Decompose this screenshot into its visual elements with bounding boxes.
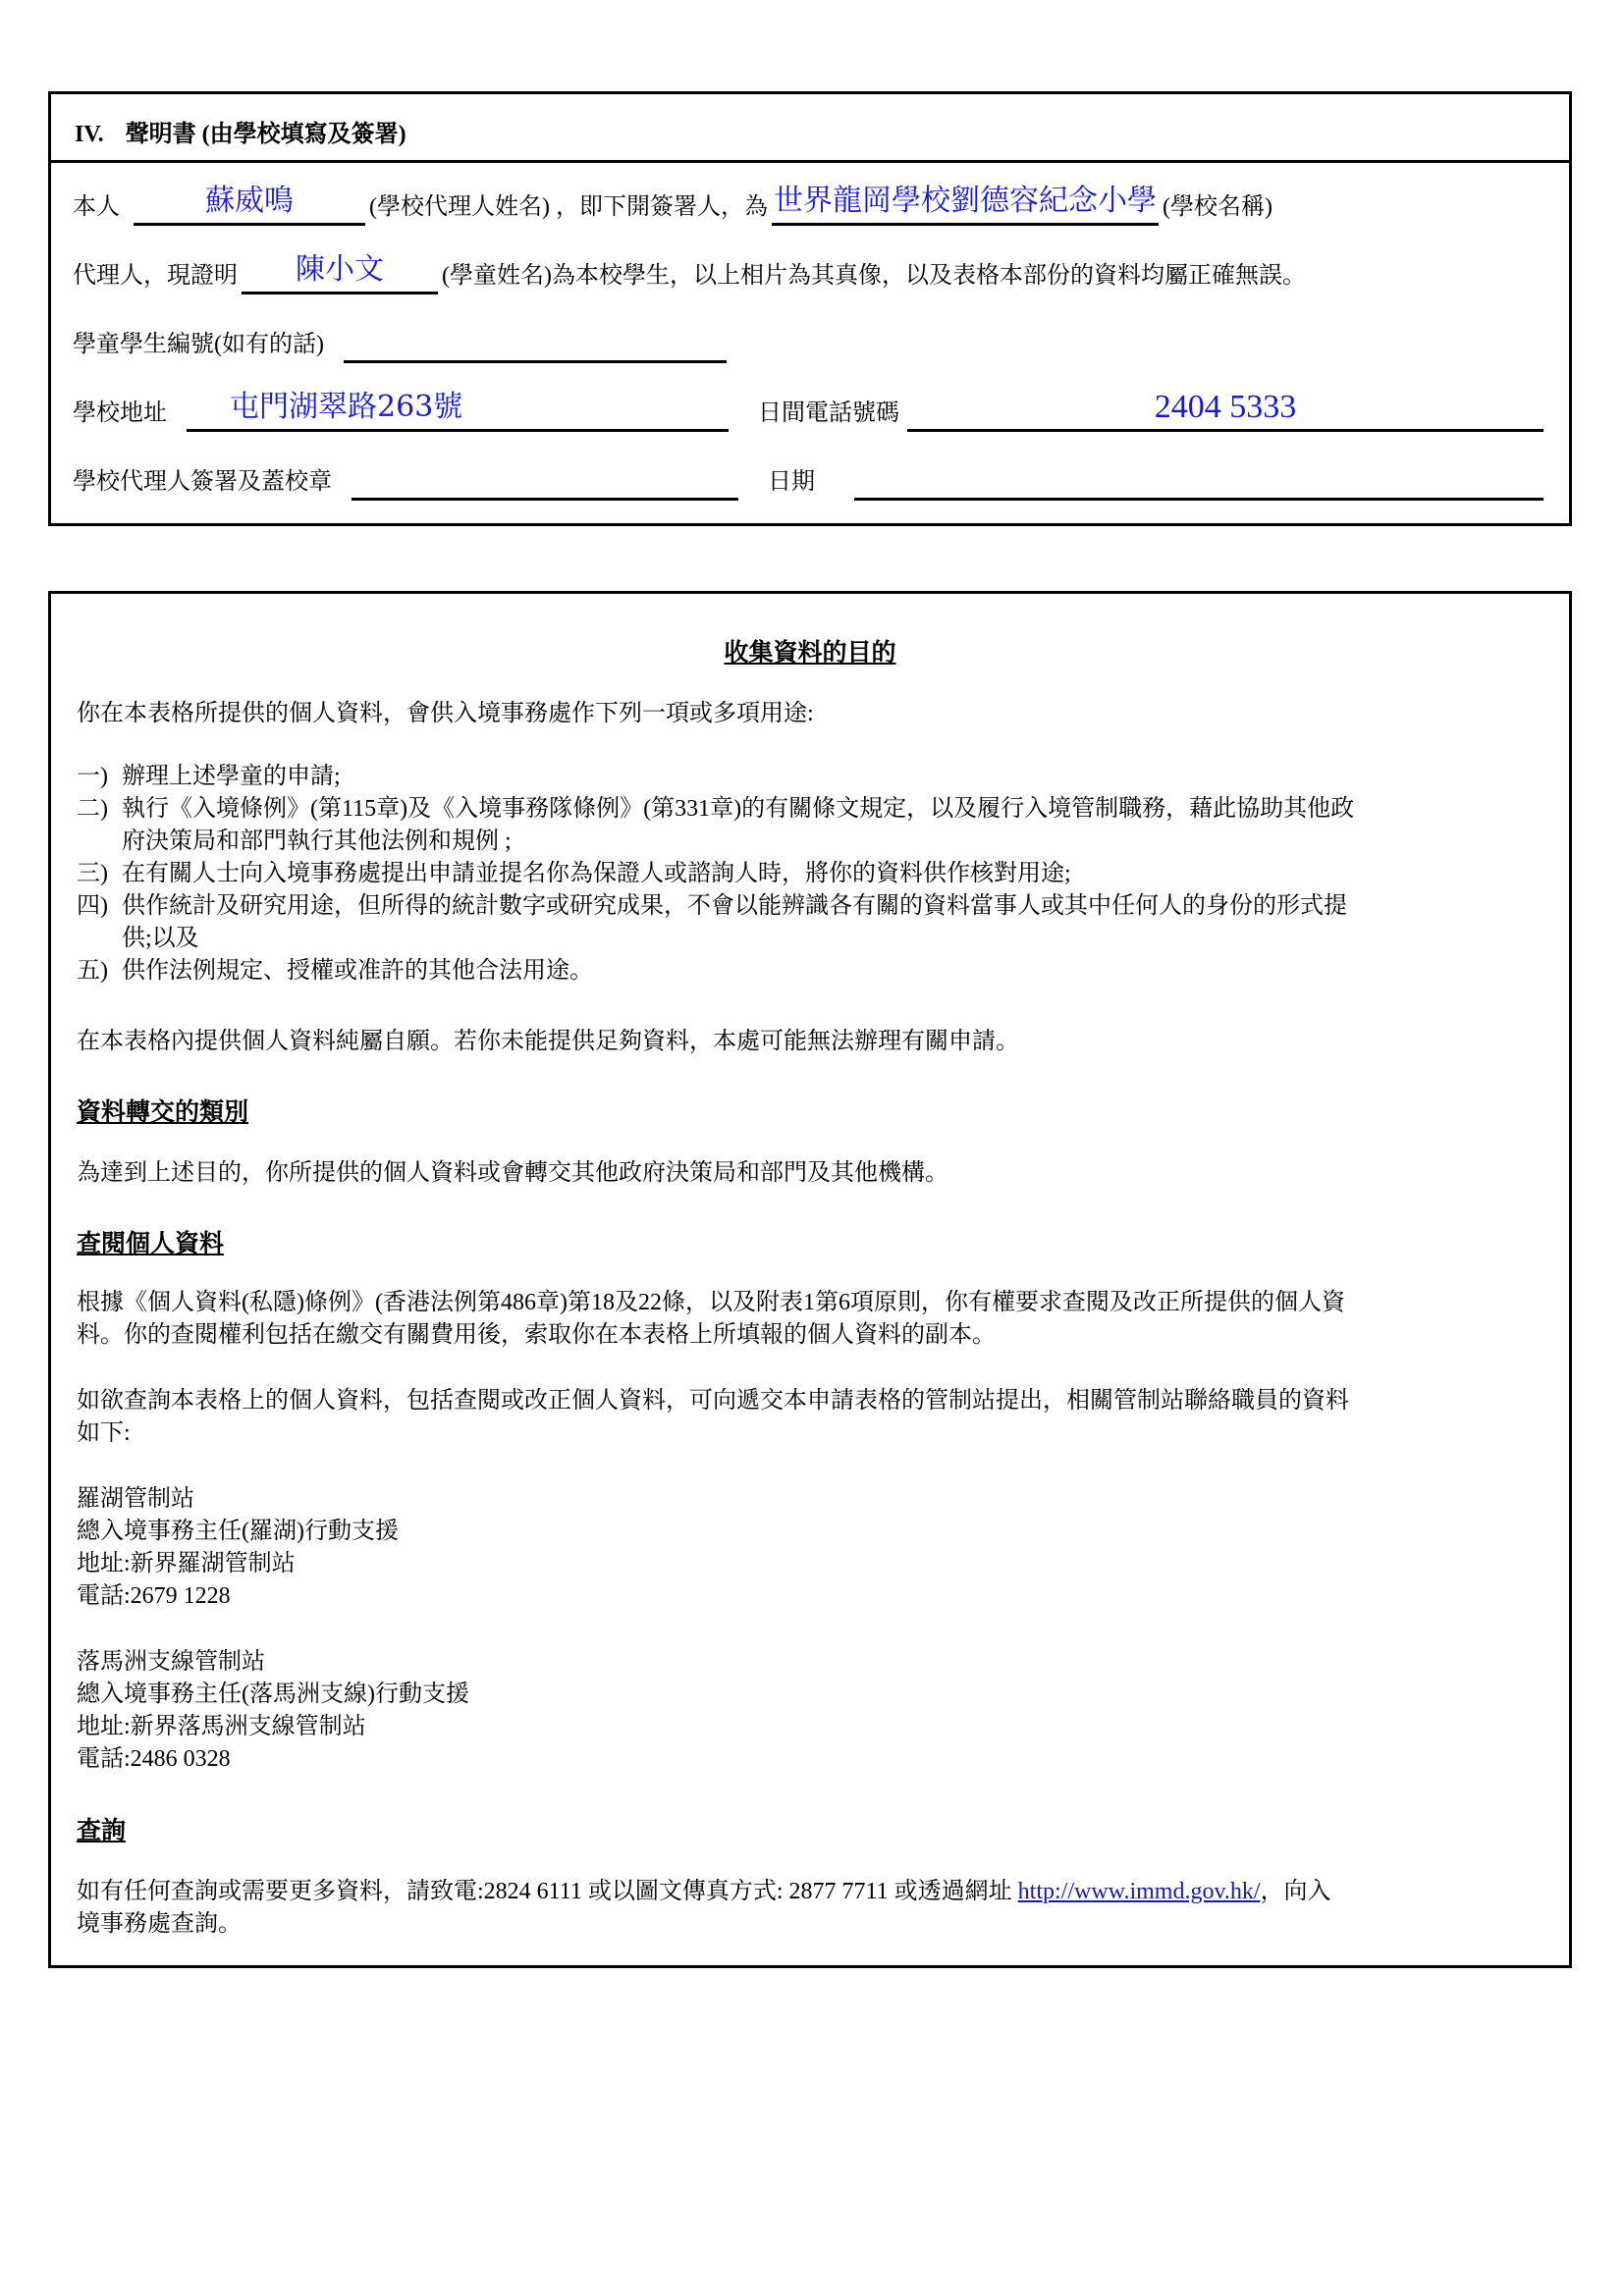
purpose-number: 一) bbox=[77, 764, 108, 789]
section-number: IV. bbox=[75, 122, 104, 147]
declaration-title bbox=[75, 114, 406, 148]
purpose-item bbox=[77, 793, 1543, 858]
purpose-item bbox=[77, 955, 1543, 988]
day-phone-label: 日間電話號碼 bbox=[758, 400, 899, 426]
contact-intro-line-2: 如下: bbox=[77, 1420, 131, 1446]
section-title: 聲明書 (由學校填寫及簽署) bbox=[125, 122, 406, 147]
school-name-field[interactable]: 世界龍岡學校劉德容紀念小學 bbox=[773, 184, 1157, 218]
enquiry-text-line-2: 境事務處查詢。 bbox=[77, 1911, 242, 1937]
station-2-address: 地址:新界落馬洲支線管制站 bbox=[77, 1714, 366, 1739]
station-2-officer: 總入境事務主任(落馬洲支線)行動支援 bbox=[77, 1682, 469, 1707]
purpose-number: 三) bbox=[77, 861, 108, 886]
voluntary-note: 在本表格內提供個人資料純屬自願。若你未能提供足夠資料，本處可能無法辦理有關申請。 bbox=[77, 1029, 1019, 1054]
purpose-item bbox=[77, 890, 1543, 955]
purpose-text-line: 在有關人士向入境事務處提出申請並提名你為保證人或諮詢人時，將你的資料供作核對用途; bbox=[122, 861, 1071, 886]
student-name-slot bbox=[242, 249, 438, 294]
enquiry-text-line-1 bbox=[77, 1876, 1543, 1908]
enquiry-heading: 查詢 bbox=[77, 1818, 127, 1844]
station-2-phone: 電話:2486 0328 bbox=[77, 1746, 231, 1772]
agent-name-label: (學校代理人姓名) ，即下開簽署人，為 bbox=[369, 194, 768, 220]
declaration-row-4 bbox=[73, 385, 1547, 432]
purpose-number: 四) bbox=[77, 893, 108, 919]
station-1-name: 羅湖管制站 bbox=[77, 1486, 194, 1512]
station-1-phone: 電話:2679 1228 bbox=[77, 1583, 231, 1609]
signature-label: 學校代理人簽署及蓋校章 bbox=[73, 469, 332, 495]
school-name-label: (學校名稱) bbox=[1162, 194, 1272, 220]
student-name-field[interactable]: 陳小文 bbox=[296, 252, 384, 287]
access-text-line-2: 料。你的查閱權利包括在繳交有關費用後，索取你在本表格上所填報的個人資料的副本。 bbox=[77, 1322, 996, 1348]
day-phone-field[interactable]: 2404 5333 bbox=[1154, 389, 1297, 425]
access-text-line-1: 根據《個人資料(私隱)條例》(香港法例第486章)第18及22條，以及附表1第6項原則，你有權要求查閱及改正所提供的個人資 bbox=[77, 1290, 1345, 1315]
declaration-section bbox=[48, 91, 1572, 526]
student-number-slot bbox=[344, 318, 727, 363]
purpose-number: 五) bbox=[77, 958, 108, 984]
purposes-list bbox=[77, 761, 1543, 988]
school-address-slot bbox=[187, 387, 729, 432]
date-label: 日期 bbox=[768, 469, 815, 495]
declaration-row-2 bbox=[73, 247, 1547, 294]
declaration-row-1 bbox=[73, 179, 1547, 226]
school-name-slot bbox=[772, 181, 1159, 226]
purpose-text-line: 供;以及 bbox=[122, 926, 199, 951]
row1-prefix: 本人 bbox=[73, 194, 120, 220]
privacy-intro: 你在本表格所提供的個人資料，會供入境事務處作下列一項或多項用途: bbox=[77, 701, 814, 726]
purpose-text-line: 府決策局和部門執行其他法例和規例 ; bbox=[122, 828, 512, 854]
immd-website-link[interactable]: http://www.immd.gov.hk/ bbox=[1017, 1879, 1261, 1904]
declaration-row-5 bbox=[73, 454, 1547, 501]
purpose-text-line: 辦理上述學童的申請; bbox=[122, 764, 341, 789]
station-1-officer: 總入境事務主任(羅湖)行動支援 bbox=[77, 1519, 399, 1544]
agent-name-field[interactable]: 蘇威鳴 bbox=[205, 184, 294, 218]
declaration-header bbox=[51, 94, 1569, 163]
enquiry-text-before-link: 如有任何查詢或需要更多資料，請致電:2824 6111 或以圖文傳真方式: 2877 7711 或透過網址 bbox=[77, 1879, 1018, 1904]
student-number-label: 學童學生編號(如有的話) bbox=[73, 332, 324, 357]
purpose-text-line: 執行《入境條例》(第115章)及《入境事務隊條例》(第331章)的有關條文規定，以及履行入境管制職務，藉此協助其他政 bbox=[122, 796, 1355, 822]
school-address-field[interactable]: 屯門湖翠路263號 bbox=[230, 390, 463, 424]
signature-underline[interactable] bbox=[352, 455, 738, 501]
agent-name-slot bbox=[134, 181, 365, 226]
station-2-name: 落馬洲支線管制站 bbox=[77, 1649, 265, 1675]
access-heading: 查閱個人資料 bbox=[77, 1231, 225, 1257]
purpose-item bbox=[77, 761, 1543, 793]
school-address-label: 學校地址 bbox=[73, 400, 167, 426]
privacy-title: 收集資料的目的 bbox=[724, 640, 896, 667]
transfer-heading: 資料轉交的類別 bbox=[77, 1099, 249, 1126]
purpose-text-line: 供作法例規定、授權或准許的其他合法用途。 bbox=[122, 958, 593, 984]
day-phone-slot bbox=[907, 387, 1543, 432]
purpose-number: 二) bbox=[77, 796, 108, 822]
date-slot bbox=[854, 455, 1543, 501]
enquiry-text-after-link: ，向入 bbox=[1260, 1879, 1331, 1904]
privacy-statement-section bbox=[48, 591, 1572, 1968]
row2-prefix: 代理人，現證明 bbox=[73, 263, 238, 289]
transfer-text: 為達到上述目的，你所提供的個人資料或會轉交其他政府決策局和部門及其他機構。 bbox=[77, 1160, 948, 1186]
row2-suffix: (學童姓名)為本校學生，以上相片為其真像，以及表格本部份的資料均屬正確無誤。 bbox=[442, 263, 1306, 289]
purpose-item bbox=[77, 858, 1543, 890]
station-1-address: 地址:新界羅湖管制站 bbox=[77, 1551, 296, 1576]
contact-intro-line-1: 如欲查詢本表格上的個人資料，包括查閱或改正個人資料，可向遞交本申請表格的管制站提出，相關管制站聯絡職員的資料 bbox=[77, 1388, 1349, 1414]
declaration-row-3 bbox=[73, 316, 1547, 363]
purpose-text-line: 供作統計及研究用途，但所得的統計數字或研究成果，不會以能辨識各有關的資料當事人或其中任何人的身份的形式提 bbox=[122, 893, 1347, 919]
